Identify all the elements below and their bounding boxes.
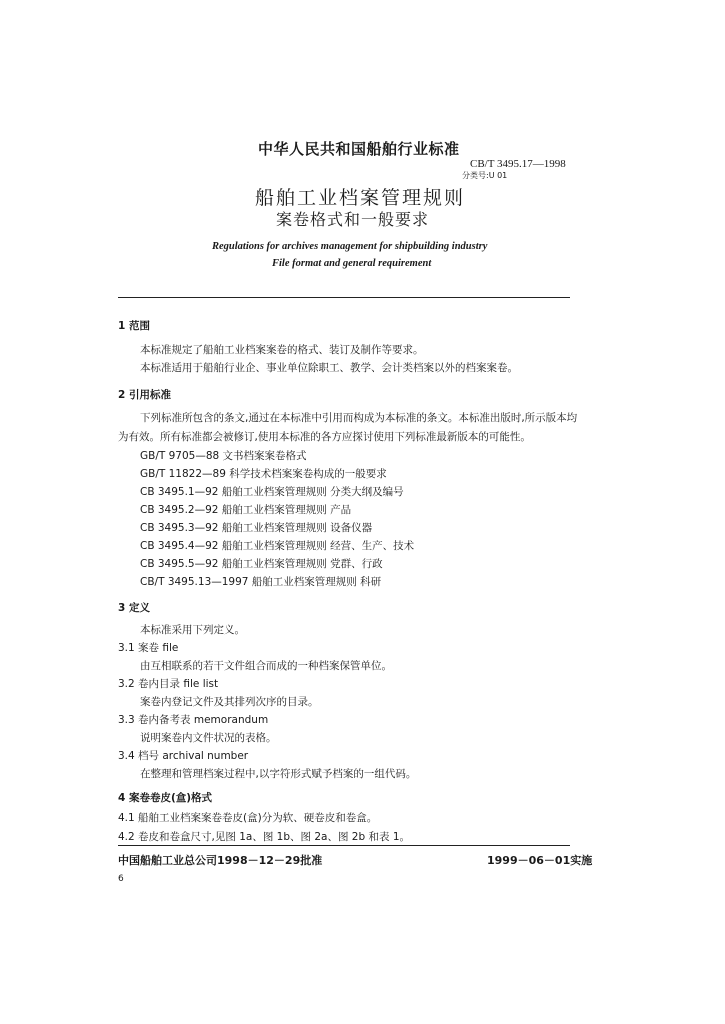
definition-3-1-text: 由互相联系的若干文件组合而成的一种档案保管单位。 [140, 660, 392, 672]
document-subtitle: 案卷格式和一般要求 [276, 210, 430, 229]
reference-item: CB 3495.4—92 船舶工业档案管理规则 经营、生产、技术 [140, 540, 415, 552]
reference-item: GB/T 11822—89 科学技术档案案卷构成的一般要求 [140, 468, 387, 480]
reference-item: CB 3495.2—92 船舶工业档案管理规则 产品 [140, 504, 352, 516]
section-1-heading: 1 范围 [118, 320, 150, 332]
definition-3-2-term: 3.2 卷内目录 file list [118, 678, 219, 690]
section-2-paragraph-line-1: 下列标准所包含的条文,通过在本标准中引用而构成为本标准的条文。本标准出版时,所示版本均 [140, 412, 578, 424]
definition-3-4-text: 在整理和管理档案过程中,以字符形式赋予档案的一组代码。 [140, 768, 417, 780]
header-divider [118, 297, 570, 298]
definition-3-2-text: 案卷内登记文件及其排列次序的目录。 [140, 696, 319, 708]
section-2-heading: 2 引用标准 [118, 389, 171, 401]
section-4-item-2: 4.2 卷皮和卷盒尺寸,见图 1a、图 1b、图 2a、图 2b 和表 1。 [118, 831, 410, 843]
document-title: 船舶工业档案管理规则 [255, 187, 466, 209]
definition-3-4-term: 3.4 档号 archival number [118, 750, 249, 762]
reference-item: GB/T 9705—88 文书档案案卷格式 [140, 450, 307, 462]
page-number: 6 [118, 874, 124, 884]
english-subtitle: File format and general requirement [272, 258, 432, 269]
standard-org-title: 中华人民共和国船舶行业标准 [258, 140, 460, 158]
classification-number: 分类号:U 01 [462, 171, 508, 180]
reference-item: CB 3495.5—92 船舶工业档案管理规则 党群、行政 [140, 558, 383, 570]
section-1-paragraph-2: 本标准适用于船舶行业企、事业单位除职工、教学、会计类档案以外的档案案卷。 [140, 362, 518, 374]
section-4-heading: 4 案卷卷皮(盒)格式 [118, 792, 213, 804]
reference-item: CB 3495.3—92 船舶工业档案管理规则 设备仪器 [140, 522, 373, 534]
section-3-heading: 3 定义 [118, 602, 150, 614]
definition-3-3-text: 说明案卷内文件状况的表格。 [140, 732, 277, 744]
section-3-intro: 本标准采用下列定义。 [140, 624, 245, 636]
section-1-paragraph-1: 本标准规定了船舶工业档案案卷的格式、装订及制作等要求。 [140, 344, 424, 356]
reference-item: CB 3495.1—92 船舶工业档案管理规则 分类大纲及编号 [140, 486, 404, 498]
approval-date: 中国船舶工业总公司1998－12－29批准 [118, 854, 323, 867]
footer-divider [118, 845, 570, 846]
standard-code: CB/T 3495.17—1998 [470, 158, 566, 170]
english-title: Regulations for archives management for shipbuilding industry [212, 241, 488, 252]
effective-date: 1999－06－01实施 [487, 854, 593, 867]
definition-3-3-term: 3.3 卷内备考表 memorandum [118, 714, 269, 726]
definition-3-1-term: 3.1 案卷 file [118, 642, 179, 654]
section-2-paragraph-line-2: 为有效。所有标准都会被修订,使用本标准的各方应探讨使用下列标准最新版本的可能性。 [118, 431, 531, 443]
reference-item: CB/T 3495.13—1997 船舶工业档案管理规则 科研 [140, 576, 382, 588]
section-4-item-1: 4.1 船舶工业档案案卷卷皮(盒)分为软、硬卷皮和卷盒。 [118, 812, 378, 824]
